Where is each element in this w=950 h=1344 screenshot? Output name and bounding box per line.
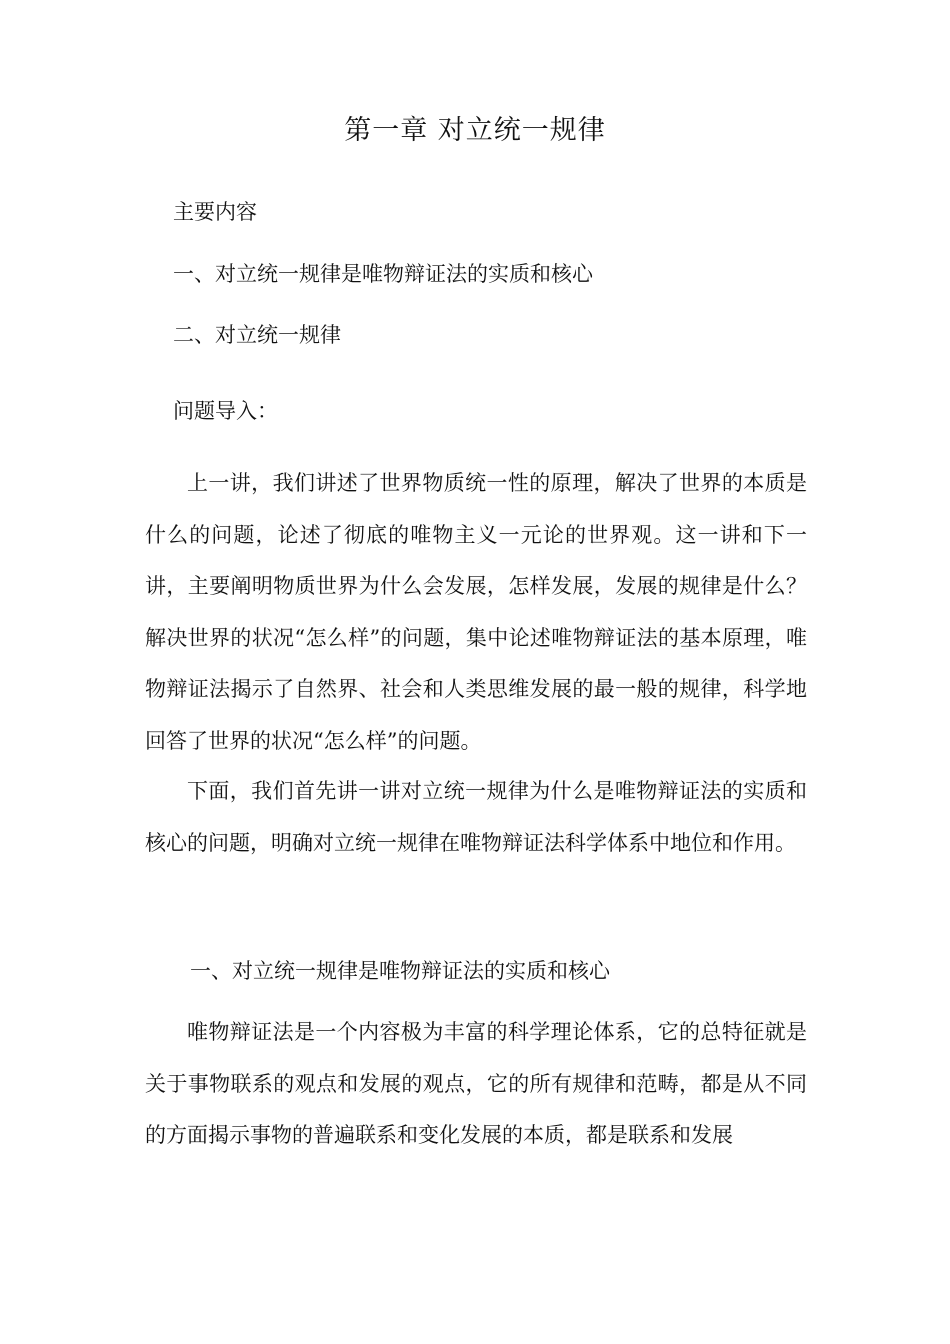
toc-heading: 主要内容	[173, 200, 257, 224]
paragraph-1: 上一讲，我们讲述了世界物质统一性的原理，解决了世界的本质是什么的问题，论述了彻底的唯物主义一元论的世界观。这一讲和下一讲，主要阐明物质世界为什么会发展，怎样发展，发展的规律是什么？解决世界的状况“怎么样”的问题，集中论述唯物辩证法的基本原理，唯物辩证法揭示了自然界、社会和人类思维发展的最一般的规律，科学地回答了世界的状况“怎么样”的问题。	[145, 471, 807, 753]
intro-heading: 问题导入：	[173, 399, 278, 423]
chapter-title: 第一章 对立统一规律	[344, 115, 606, 146]
section-heading-1: 一、对立统一规律是唯物辩证法的实质和核心	[190, 959, 610, 983]
toc-item-1: 一、对立统一规律是唯物辩证法的实质和核心	[173, 262, 593, 286]
paragraph-2: 下面，我们首先讲一讲对立统一规律为什么是唯物辩证法的实质和核心的问题，明确对立统一规律在唯物辩证法科学体系中地位和作用。	[145, 779, 807, 855]
toc-item-2: 二、对立统一规律	[173, 323, 341, 347]
paragraph-3: 唯物辩证法是一个内容极为丰富的科学理论体系，它的总特征就是关于事物联系的观点和发展的观点，它的所有规律和范畴，都是从不同的方面揭示事物的普遍联系和变化发展的本质，都是联系和发展	[145, 1020, 807, 1147]
